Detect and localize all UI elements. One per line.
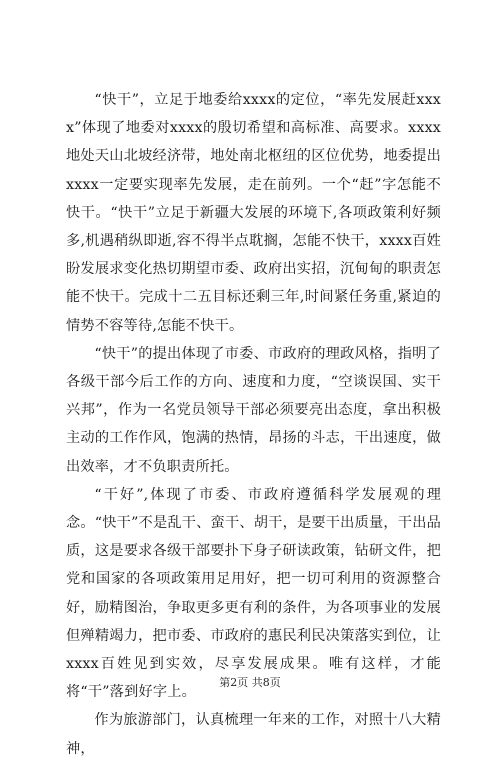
paragraph-4: 作为旅游部门，认真梳理一年来的工作，对照十八大精神， — [66, 712, 441, 757]
paragraph-2: “快干”的提出体现了市委、市政府的理政风格，指明了各级干部今后工作的方向、速度和力度，“空谈误国、实干兴邦”，作为一名党员领导干部必须要亮出态度，拿出积极主动的工作作风，饱满的热情，昂扬的斗志，干出速度，做出效率，才不负职责所托。 — [66, 345, 441, 475]
document-body — [66, 86, 441, 763]
paragraph-1: “快干”，立足于地委给xxxx的定位，“率先发展赶xxxx”体现了地委对xxxx的殷切希望和高标准、高要求。xxxx地处天山北坡经济带，地处南北枢纽的区位优势，地委提出xxxx一定要实现率先发展，走在前列。一个“赶”字怎能不快干。“快干”立足于新疆大发展的环境下,各项政策利好频多,机遇稍纵即逝,容不得半点耽搁，怎能不快干，xxxx百姓盼发展求变化热切期望市委、政府出实招，沉甸甸的职责怎能不快干。完成十二五目标还剩三年,时间紧任务重,紧迫的情势不容等待,怎能不快干。 — [66, 92, 441, 334]
page-number-footer: 第2页 共8页 — [219, 676, 281, 689]
paragraph-3: “干好”,体现了市委、市政府遵循科学发展观的理念。“快干”不是乱干、蛮干、胡干，是要干出质量，干出品质，这是要求各级干部要扑下身子研读政策，钻研文件，把党和国家的各项政策用足用好，把一切可利用的资源整合好，励精图治，争取更多更有利的条件，为各项事业的发展但殚精竭力，把市委、市政府的惠民利民决策落实到位，让xxxx百姓见到实效，尽享发展成果。唯有这样，才能将“干”落到好字上。 — [66, 486, 441, 701]
